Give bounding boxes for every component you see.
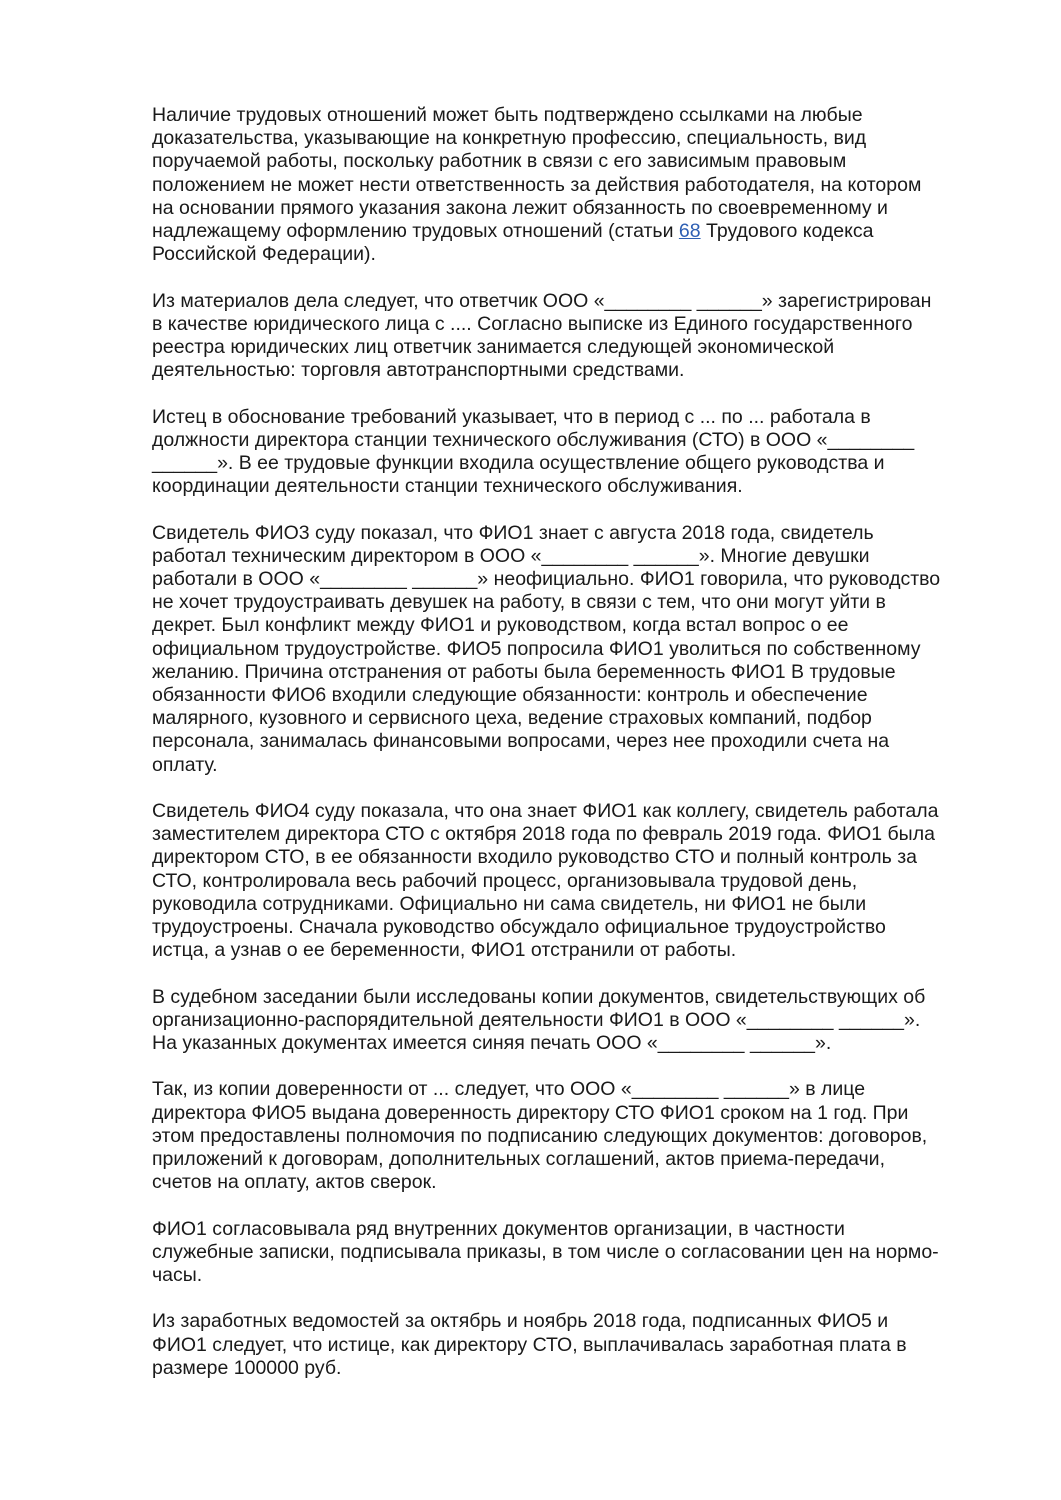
paragraph-text: Наличие трудовых отношений может быть подтверждено ссылками на любые доказательства, указывающие на конкретную профессию, специальность, вид поручаемой работы, поскольку работник в связи с его зависимым правовым положением не может нести ответственность за действия работодателя, на котором на основании прямого указания закона лежит обязанность по своевременному и надлежащему оформлению трудовых отношений (статьи (152, 104, 922, 243)
paragraph-internal-documents: ФИО1 согласовывала ряд внутренних документов организации, в частности служебные записки, подписывала приказы, в том числе о согласовании цен на нормо- часы. (152, 1217, 939, 1287)
paragraph-payroll: Из заработных ведомостей за октябрь и ноябрь 2018 года, подписанных ФИО5 и ФИО1 следует, что истице, как директору СТО, выплачивалась заработная плата в размере 100000 руб. (152, 1310, 907, 1379)
document-page (152, 104, 992, 1403)
paragraph-power-of-attorney: Так, из копии доверенности от ... следует, что ООО «________ ______» в лице директора ФИО5 выдана доверенность директору СТО ФИО1 сроком на 1 год. При этом предоставлены полномочия по подписанию следующих документов: договоров, приложений к договорам, дополнительных соглашений, актов приема-передачи, счетов на оплату, актов сверок. (152, 1078, 928, 1194)
paragraph-labor-relations-evidence (152, 104, 992, 266)
paragraph-witness-fio4: Свидетель ФИО4 суду показала, что она знает ФИО1 как коллегу, свидетель работала заместителем директора СТО с октября 2018 года по февраль 2019 года. ФИО1 была директором СТО, в ее обязанности входило руководство СТО и полный контроль за СТО, контролировала весь рабочий процесс, организовывала трудовой день, руководила сотрудниками. Официально ни сама свидетель, ни ФИО1 не были трудоустроены. Сначала руководство обсуждало официальное трудоустройство истца, а узнав о ее беременности, ФИО1 отстранили от работы. (152, 800, 939, 962)
paragraph-plaintiff-claims: Истец в обоснование требований указывает, что в период с ... по ... работала в должности директора станции технического обслуживания (СТО) в ООО «________ ______». В ее трудовые функции входила осуществление общего руководства и координации деятельности станции технического обслуживания. (152, 405, 915, 498)
paragraph-documents-examined: В судебном заседании были исследованы копии документов, свидетельствующих об организационно-распорядительной деятельности ФИО1 в ООО «________ ______». На указанных документах имеется синяя печать ООО «________ ______». (152, 985, 926, 1055)
article-68-link[interactable]: 68 (678, 220, 701, 243)
paragraph-text: Трудового кодекса Российской Федерации). (152, 220, 874, 266)
paragraph-witness-fio3: Свидетель ФИО3 суду показал, что ФИО1 знает с августа 2018 года, свидетель работал техническим директором в ООО «________ ______». Многие девушки работали в ООО «________ ______» неофициально. ФИО1 говорила, что руководство не хочет трудоустраивать девушек на работу, в связи с тем, что они могут уйти в декрет. Был конфликт между ФИО1 и руководством, когда встал вопрос о ее официальном трудоустройстве. ФИО5 попросила ФИО1 уволиться по собственному желанию. Причина отстранения от работы была беременность ФИО1 В трудовые обязанности ФИО6 входили следующие обязанности: контроль и обеспечение малярного, кузовного и сервисного цеха, ведение страховых компаний, подбор персонала, занималась финансовыми вопросами, через нее проходили счета на оплату. (152, 521, 941, 776)
paragraph-defendant-registration: Из материалов дела следует, что ответчик ООО «________ ______» зарегистрирован в качестве юридического лица с .... Согласно выписке из Единого государственного реестра юридических лиц ответчик занимается следующей экономической деятельностью: торговля автотранспортными средствами. (152, 289, 932, 382)
